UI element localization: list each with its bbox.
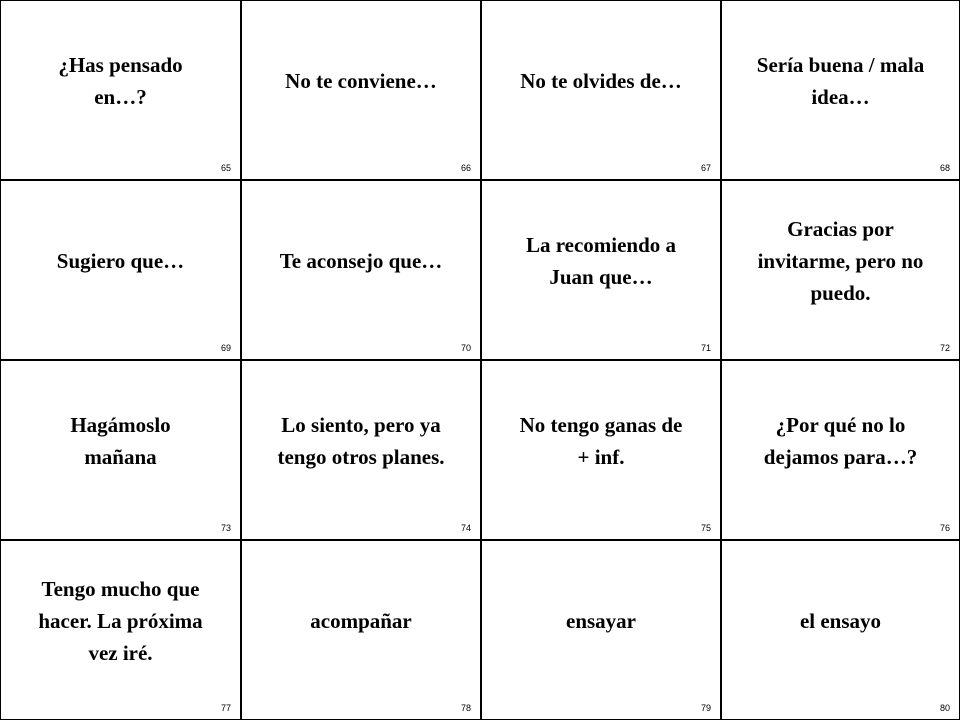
card-69 bbox=[1, 181, 242, 361]
card-number: 75 bbox=[700, 523, 711, 533]
card-phrase: No te conviene… bbox=[285, 69, 437, 93]
card-72 bbox=[722, 181, 959, 361]
card-number: 76 bbox=[939, 523, 950, 533]
card-phrase: Hagámoslo mañana bbox=[70, 413, 171, 469]
card-68 bbox=[722, 1, 959, 181]
card-75 bbox=[482, 361, 722, 541]
card-number: 72 bbox=[939, 343, 950, 353]
card-number: 65 bbox=[220, 163, 231, 173]
card-phrase: No te olvides de… bbox=[520, 69, 682, 93]
card-phrase: Lo siento, pero ya tengo otros planes. bbox=[277, 413, 445, 469]
card-phrase: ¿Has pensado en…? bbox=[58, 53, 183, 109]
card-phrase: Te aconsejo que… bbox=[279, 249, 443, 273]
card-77 bbox=[1, 541, 242, 719]
card-76 bbox=[722, 361, 959, 541]
card-phrase: el ensayo bbox=[799, 609, 882, 633]
card-phrase: Sería buena / mala idea… bbox=[756, 53, 925, 109]
card-73 bbox=[1, 361, 242, 541]
card-79 bbox=[482, 541, 722, 719]
card-80 bbox=[722, 541, 959, 719]
card-phrase: Sugiero que… bbox=[56, 249, 185, 273]
card-phrase: ensayar bbox=[566, 609, 636, 633]
card-65 bbox=[1, 1, 242, 181]
card-phrase: Tengo mucho que hacer. La próxima vez iré. bbox=[38, 577, 203, 665]
card-74 bbox=[242, 361, 482, 541]
card-number: 68 bbox=[939, 163, 950, 173]
card-phrase: Gracias por invitarme, pero no puedo. bbox=[757, 217, 924, 305]
card-number: 73 bbox=[220, 523, 231, 533]
card-71 bbox=[482, 181, 722, 361]
card-phrase: No tengo ganas de + inf. bbox=[519, 413, 683, 469]
card-number: 74 bbox=[460, 523, 471, 533]
card-phrase: La recomiendo a Juan que… bbox=[525, 233, 677, 289]
card-number: 70 bbox=[460, 343, 471, 353]
card-66 bbox=[242, 1, 482, 181]
card-70 bbox=[242, 181, 482, 361]
card-number: 78 bbox=[460, 703, 471, 713]
card-number: 67 bbox=[700, 163, 711, 173]
card-number: 77 bbox=[220, 703, 231, 713]
card-number: 80 bbox=[939, 703, 950, 713]
card-78 bbox=[242, 541, 482, 719]
card-number: 66 bbox=[460, 163, 471, 173]
card-phrase: ¿Por qué no lo dejamos para…? bbox=[763, 413, 918, 469]
card-number: 69 bbox=[220, 343, 231, 353]
card-phrase: acompañar bbox=[310, 609, 412, 633]
card-number: 71 bbox=[700, 343, 711, 353]
card-67 bbox=[482, 1, 722, 181]
card-number: 79 bbox=[700, 703, 711, 713]
